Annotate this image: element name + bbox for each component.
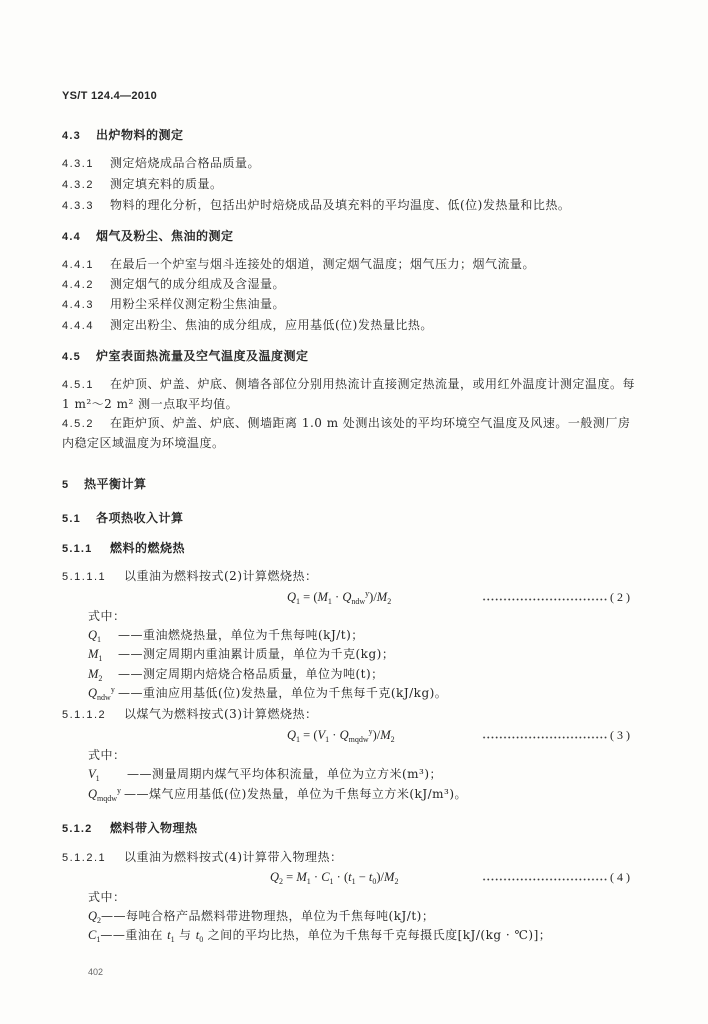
math-superscript: y xyxy=(368,727,373,736)
definition-desc: ——测定周期内焙烧合格品质量，单位为吨(t)； xyxy=(118,667,384,681)
clause-number: 4.4.1 xyxy=(62,259,94,271)
clause-text: 测定出粉尘、焦油的成分组成，应用基低(位)发热量比热。 xyxy=(110,318,433,332)
formula-number: ( 2 ) xyxy=(610,590,630,604)
math-text: 与 xyxy=(174,928,196,942)
math-symbol: M xyxy=(376,590,388,604)
clause-text: 以煤气为燃料按式(3)计算燃烧热： xyxy=(124,707,318,721)
math-text: = ( xyxy=(300,728,318,742)
definition-term xyxy=(88,666,118,682)
math-text: ——重油在 xyxy=(100,928,168,942)
math-superscript: y xyxy=(365,589,370,598)
math-symbol: M xyxy=(317,590,328,604)
clause-number: 5.1.1.1 xyxy=(62,571,107,583)
section-number: 4.4 xyxy=(62,231,81,243)
math-subscript: 2 xyxy=(390,735,395,744)
definition-row xyxy=(88,766,442,782)
math-symbol: C xyxy=(321,870,330,884)
clause-text-continuation: 1 m²～2 m² 测一点取平均值。 xyxy=(62,397,239,411)
math-subscript: 1 xyxy=(296,597,301,606)
math-subscript: 0 xyxy=(372,877,377,886)
dot-leader xyxy=(482,878,608,881)
clause-5-1-1-1 xyxy=(62,568,318,585)
definition-row xyxy=(88,927,551,943)
definition-row xyxy=(88,685,447,701)
clause-number: 4.3.3 xyxy=(62,200,94,212)
section-number: 5.1 xyxy=(62,513,81,525)
math-subscript: 1 xyxy=(296,735,301,744)
definition-row xyxy=(88,908,434,924)
definition-row xyxy=(88,646,394,662)
clause-4-5-2 xyxy=(62,415,630,432)
math-subscript: 0 xyxy=(199,935,204,944)
definition-term xyxy=(88,646,118,662)
clause-4-5-1 xyxy=(62,376,635,393)
math-text: 之间的平均比热，单位为千焦每千克每摄氏度[kJ/(kg · ℃)]； xyxy=(203,928,552,942)
math-text: · xyxy=(331,590,343,604)
clause-number: 4.3.2 xyxy=(62,179,94,191)
math-subscript: mqdw xyxy=(97,794,118,803)
math-text: · ( xyxy=(333,870,349,884)
math-symbol: M xyxy=(88,667,99,681)
definition-desc: ——重油燃烧热量，单位为千焦每吨(kJ/t)； xyxy=(118,628,364,642)
definition-term xyxy=(88,786,124,802)
section-heading-5-1 xyxy=(62,510,184,527)
clause-number: 5.1.1.2 xyxy=(62,709,107,721)
clause-text: 在炉顶、炉盖、炉底、侧墙各部位分别用热流计直接测定热流量，或用红外温度计测定温度。每 xyxy=(110,377,636,391)
math-symbol: C xyxy=(88,928,97,942)
math-text: )/ xyxy=(369,590,377,604)
formula-number: ( 4 ) xyxy=(610,870,630,884)
definition-desc: ——每吨合格产品燃料带进物理热，单位为千焦每吨(kJ/t)； xyxy=(101,909,435,923)
standard-code: YS/T 124.4—2010 xyxy=(62,90,158,102)
math-symbol: V xyxy=(317,728,326,742)
math-symbol: t xyxy=(348,870,352,884)
math-text: · xyxy=(329,728,340,742)
math-subscript: 2 xyxy=(394,877,399,886)
clause-4-4-2 xyxy=(62,276,285,293)
math-text: )/ xyxy=(372,728,381,742)
math-text: − xyxy=(355,870,369,884)
clause-number: 4.5.2 xyxy=(62,418,94,430)
definition-row xyxy=(88,666,384,682)
clause-text: 测定填充料的质量。 xyxy=(110,177,223,191)
math-subscript: 1 xyxy=(97,635,102,644)
math-subscript: 1 xyxy=(329,877,334,886)
math-symbol: Q xyxy=(270,870,280,884)
definition-desc: ——测量周期内煤气平均体积流量，单位为立方米(m³)； xyxy=(127,767,443,781)
math-subscript: 1 xyxy=(306,877,311,886)
clause-number: 4.4.2 xyxy=(62,279,94,291)
clause-number: 4.5.1 xyxy=(62,379,94,391)
clause-number: 4.4.3 xyxy=(62,299,94,311)
definition-row xyxy=(88,627,364,643)
math-subscript: 2 xyxy=(97,916,102,925)
math-symbol: Q xyxy=(339,728,349,742)
section-title: 热平衡计算 xyxy=(84,477,147,491)
section-heading-5-1-2 xyxy=(62,820,198,837)
definition-term xyxy=(88,927,100,943)
section-title: 出炉物料的测定 xyxy=(96,128,184,142)
math-symbol: M xyxy=(88,647,99,661)
clause-5-1-1-2 xyxy=(62,706,318,723)
definition-term xyxy=(88,685,118,701)
math-subscript: 1 xyxy=(327,597,332,606)
definition-term xyxy=(88,908,101,924)
math-subscript: 1 xyxy=(351,877,356,886)
definition-desc: ——测定周期内重油累计质量，单位为千克(kg)； xyxy=(118,647,395,661)
where-label: 式中： xyxy=(88,748,126,762)
clause-text: 以重油为燃料按式(4)计算带入物理热： xyxy=(124,850,343,864)
math-text: · xyxy=(310,870,322,884)
math-subscript: 1 xyxy=(95,774,100,783)
section-title: 各项热收入计算 xyxy=(96,511,184,525)
math-symbol: Q xyxy=(88,628,98,642)
definition-row xyxy=(88,786,467,802)
math-symbol: Q xyxy=(88,787,98,801)
section-number: 5.1.1 xyxy=(62,543,93,555)
dot-leader xyxy=(482,736,608,739)
math-subscript: 1 xyxy=(325,735,330,744)
formula-4 xyxy=(270,869,398,885)
formula-number: ( 3 ) xyxy=(610,728,630,742)
clause-4-3-3 xyxy=(62,197,570,214)
math-subscript: 1 xyxy=(98,654,103,663)
math-symbol: Q xyxy=(287,590,297,604)
math-symbol: M xyxy=(384,870,395,884)
where-label: 式中： xyxy=(88,609,126,623)
math-superscript: y xyxy=(110,685,115,694)
clause-4-3-2 xyxy=(62,176,223,193)
clause-5-1-2-1 xyxy=(62,849,343,866)
formula-2 xyxy=(287,589,391,605)
math-subscript: 2 xyxy=(387,597,392,606)
math-symbol: Q xyxy=(88,686,98,700)
section-title: 烟气及粉尘、焦油的测定 xyxy=(96,229,234,243)
section-heading-5-1-1 xyxy=(62,540,185,557)
math-symbol: V xyxy=(88,767,96,781)
clause-4-4-4 xyxy=(62,317,433,334)
formula-3 xyxy=(287,727,395,743)
math-symbol: Q xyxy=(88,909,98,923)
definition-desc xyxy=(100,928,551,942)
section-title: 燃料带入物理热 xyxy=(110,821,198,835)
section-title: 燃料的燃烧热 xyxy=(110,541,186,555)
clause-number: 4.3.1 xyxy=(62,158,94,170)
clause-text: 测定焙烧成品合格品质量。 xyxy=(110,156,261,170)
section-title: 炉室表面热流量及空气温度及温度测定 xyxy=(96,349,309,363)
chapter-heading-5 xyxy=(62,476,147,493)
clause-text: 在距炉顶、炉盖、炉底、侧墙距离 1.0 m 处测出该处的平均环境空气温度及风速。一般测厂房 xyxy=(110,416,631,430)
clause-4-4-3 xyxy=(62,296,285,313)
clause-text-continuation: 内稳定区域温度为环境温度。 xyxy=(62,436,225,450)
where-label: 式中： xyxy=(88,890,126,904)
definition-desc: ——煤气应用基低(位)发热量，单位为千焦每立方米(kJ/m³)。 xyxy=(124,787,468,801)
math-symbol: t xyxy=(195,928,200,942)
math-text: = ( xyxy=(300,590,318,604)
math-symbol: t xyxy=(368,870,373,884)
section-heading-4-3 xyxy=(62,127,184,144)
math-symbol: M xyxy=(296,870,307,884)
section-heading-4-5 xyxy=(62,348,309,365)
math-text: = xyxy=(283,870,297,884)
page-number: 402 xyxy=(88,967,104,977)
section-number: 4.3 xyxy=(62,130,81,142)
clause-text: 在最后一个炉室与烟斗连接处的烟道，测定烟气温度；烟气压力；烟气流量。 xyxy=(110,257,536,271)
section-heading-4-4 xyxy=(62,228,234,245)
definition-desc: ——重油应用基低(位)发热量，单位为千焦每千克(kJ/kg)。 xyxy=(118,686,448,700)
math-symbol: Q xyxy=(342,590,352,604)
clause-text: 物料的理化分析，包括出炉时焙烧成品及填充料的平均温度、低(位)发热量和比热。 xyxy=(110,198,571,212)
section-number: 5.1.2 xyxy=(62,823,93,835)
clause-text: 以重油为燃料按式(2)计算燃烧热： xyxy=(124,569,318,583)
math-subscript: 1 xyxy=(170,935,175,944)
math-subscript: mqdw xyxy=(348,735,369,744)
math-subscript: 2 xyxy=(98,674,103,683)
clause-number: 5.1.2.1 xyxy=(62,852,107,864)
math-subscript: ndw xyxy=(351,597,366,606)
math-subscript: 2 xyxy=(279,877,284,886)
math-symbol: t xyxy=(167,928,171,942)
math-symbol: M xyxy=(380,728,391,742)
clause-4-4-1 xyxy=(62,256,535,273)
clause-number: 4.4.4 xyxy=(62,320,94,332)
clause-text: 用粉尘采样仪测定粉尘焦油量。 xyxy=(110,297,286,311)
section-number: 5 xyxy=(62,479,70,491)
definition-term xyxy=(88,627,118,643)
math-symbol: Q xyxy=(287,728,297,742)
math-text: )/ xyxy=(376,870,385,884)
section-number: 4.5 xyxy=(62,351,81,363)
dot-leader xyxy=(482,598,608,601)
definition-term xyxy=(88,766,127,782)
clause-4-3-1 xyxy=(62,155,260,172)
math-subscript: ndw xyxy=(97,693,111,702)
math-subscript: 1 xyxy=(96,935,101,944)
math-superscript: y xyxy=(117,786,122,795)
clause-text: 测定烟气的成分组成及含湿量。 xyxy=(110,277,286,291)
